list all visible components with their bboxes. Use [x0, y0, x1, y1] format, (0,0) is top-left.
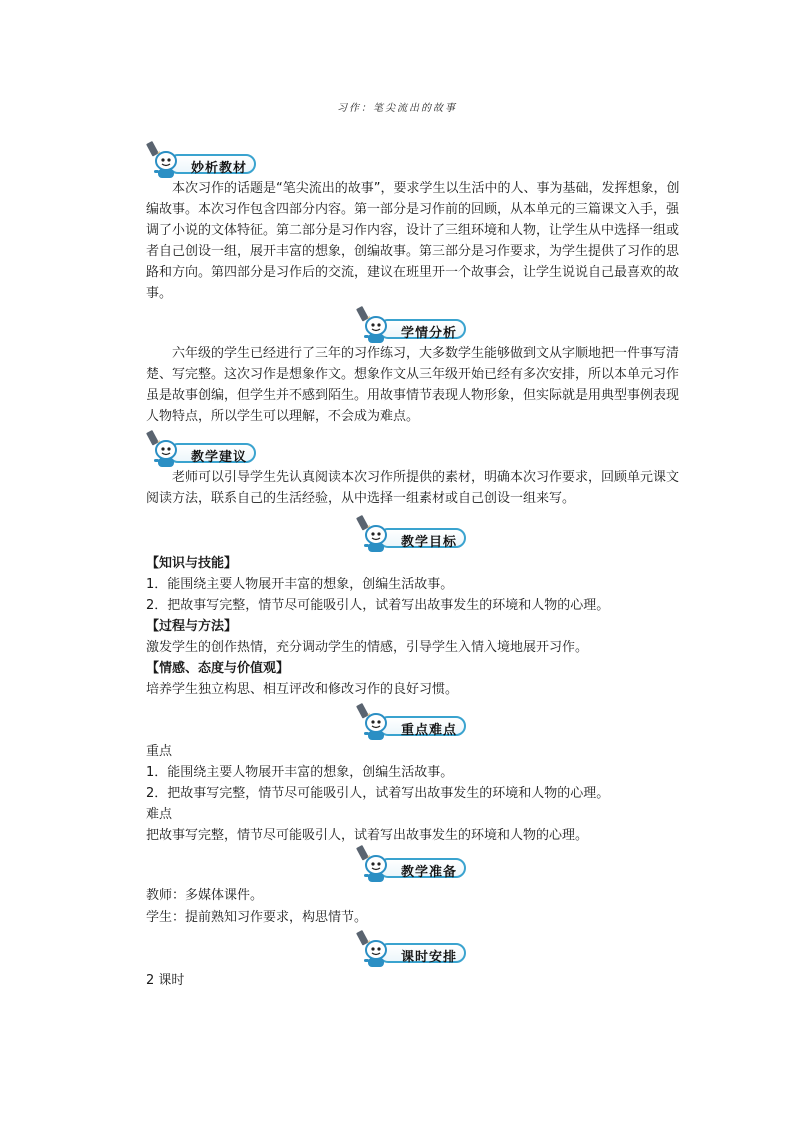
pencil-mascot-icon [356, 703, 392, 743]
list-item: 1．能围绕主要人物展开丰富的想象，创编生活故事。 [146, 577, 454, 592]
list-item: 2．把故事写完整，情节尽可能吸引人，试着写出故事发生的环境和人物的心理。 [146, 598, 610, 613]
section-heading: 教学建议 [190, 450, 247, 465]
subsection-label: 【情感、态度与价值观】 [146, 661, 290, 676]
pencil-mascot-icon [356, 306, 392, 346]
pencil-mascot-icon [356, 515, 392, 555]
pencil-mascot-icon [356, 930, 392, 970]
section-heading: 学情分析 [400, 326, 457, 341]
list-item: 2．把故事写完整，情节尽可能吸引人，试着写出故事发生的环境和人物的心理。 [146, 786, 610, 801]
list-item: 学生：提前熟知习作要求，构思情节。 [146, 910, 368, 925]
pencil-mascot-icon [146, 430, 182, 470]
subsection-label: 重点 [146, 744, 173, 759]
section-body: 六年级的学生已经进行了三年的习作练习，大多数学生能够做到文从字顺地把一件事写清楚、写完整。这次习作是想象作文。想象作文从三年级开始已经有多次安排，所以本单元习作虽是故事创编，但学生并不感到陌生。用故事情节表现人物形象，但实际就是用典型事例表现人物特点，所以学生可以理解，不会成为难点。 [146, 346, 680, 424]
section-heading: 教学目标 [400, 535, 457, 550]
section-heading: 教学准备 [400, 865, 457, 880]
section-body: 本次习作的话题是“笔尖流出的故事”，要求学生以生活中的人、事为基础，发挥想象，创编故事。本次习作包含四部分内容。第一部分是习作前的回顾，从本单元的三篇课文入手，强调了小说的文体特征。第二部分是习作内容，设计了三组环境和人物，让学生从中选择一组或者自己创设一组，展开丰富的想象，创编故事。第三部分是习作要求，为学生提供了习作的思路和方向。第四部分是习作后的交流，建议在班里开一个故事会，让学生说说自己最喜欢的故事。 [146, 181, 680, 301]
page-title: 习作：笔尖流出的故事 [337, 103, 457, 114]
section-heading: 妙析教材 [190, 161, 247, 176]
list-item: 教师：多媒体课件。 [146, 888, 264, 903]
list-item: 激发学生的创作热情，充分调动学生的情感，引导学生入情入境地展开习作。 [146, 640, 589, 655]
subsection-label: 【过程与方法】 [146, 619, 238, 634]
subsection-label: 【知识与技能】 [146, 556, 238, 571]
section-heading: 课时安排 [400, 950, 457, 965]
list-item: 1．能围绕主要人物展开丰富的想象，创编生活故事。 [146, 765, 454, 780]
list-item: 培养学生独立构思、相互评改和修改习作的良好习惯。 [146, 682, 459, 697]
section-heading: 重点难点 [400, 723, 457, 738]
list-item: 2 课时 [146, 973, 185, 988]
pencil-mascot-icon [356, 845, 392, 885]
section-body: 老师可以引导学生先认真阅读本次习作所提供的素材，明确本次习作要求，回顾单元课文阅读方法，联系自己的生活经验，从中选择一组素材或自己创设一组来写。 [146, 470, 680, 506]
pencil-mascot-icon [146, 141, 182, 181]
list-item: 把故事写完整，情节尽可能吸引人，试着写出故事发生的环境和人物的心理。 [146, 828, 589, 843]
subsection-label: 难点 [146, 807, 173, 822]
